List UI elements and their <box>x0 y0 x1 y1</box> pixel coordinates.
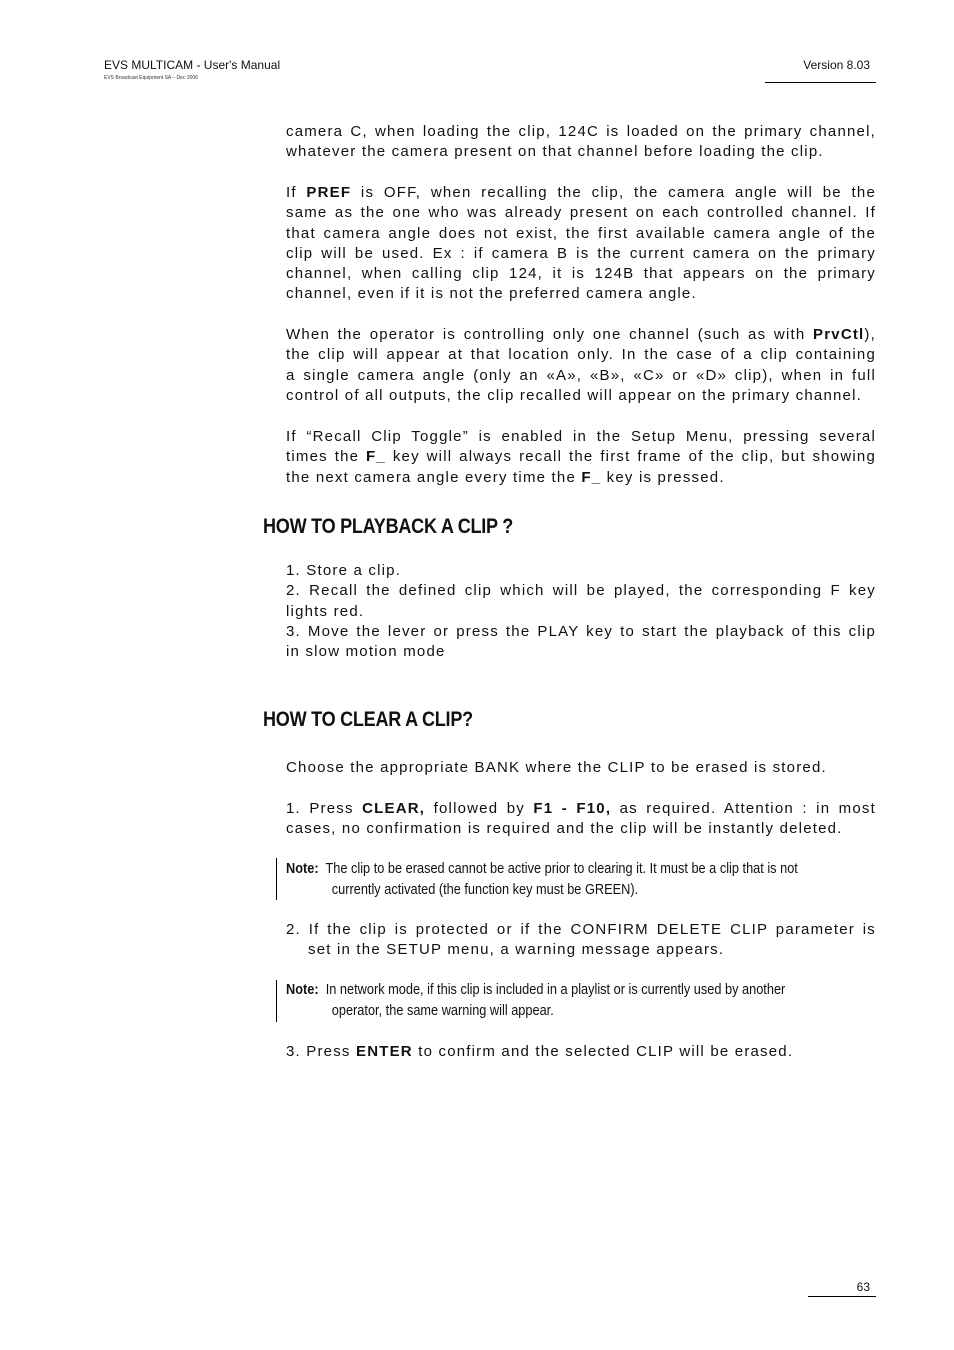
step-3-cont: in slow motion mode <box>286 643 446 661</box>
text-line <box>286 799 876 819</box>
text-line: If “Recall Clip Toggle” is enabled in the Setup Menu, pressing several <box>286 428 876 445</box>
text-run: 3. Press <box>286 1043 356 1060</box>
text-line: clip will be used. Ex : if camera B is the current camera on the primary <box>286 244 876 262</box>
keyword-f-key: F_ <box>366 448 386 466</box>
header-subtitle: EVS Broadcast Equipment SA – Dec 2006 <box>104 75 198 81</box>
note-label: Note: <box>286 982 319 998</box>
note-bar <box>276 858 277 900</box>
note-line: currently activated (the function key must be GREEN). <box>331 881 639 898</box>
note-line <box>286 859 814 880</box>
text-line: cases, no confirmation is required and the clip will be instantly deleted. <box>286 820 843 838</box>
text-run: the next camera angle every time the <box>286 468 582 486</box>
text-line: whatever the camera present on that channel before loading the clip. <box>286 143 824 161</box>
text-run: key will always recall the first frame of the clip, but showing <box>385 448 876 466</box>
keyword-enter: ENTER <box>356 1043 413 1060</box>
text-line <box>286 1042 876 1062</box>
text-line: 2. If the clip is protected or if the CONFIRM DELETE CLIP parameter is <box>286 921 876 938</box>
text-run: 1. Press <box>286 800 363 817</box>
keyword-f-key: F_ <box>581 468 602 486</box>
text-run: ), <box>864 326 876 343</box>
text-line: same as the one who was already present on each controlled channel. If <box>286 204 876 222</box>
note-text: The clip to be erased cannot be active prior to clearing it. It must be a clip that is not <box>325 861 798 877</box>
playback-steps <box>286 561 876 662</box>
text-run: as required. Attention : in most <box>611 800 876 817</box>
section-heading-clear: HOW TO CLEAR A CLIP? <box>263 708 473 731</box>
note-1 <box>286 859 814 900</box>
page-number: 63 <box>856 1280 870 1294</box>
text-line: control of all outputs, the clip recalled will appear on the primary channel. <box>286 386 862 404</box>
text-line <box>286 447 876 467</box>
text-run: If <box>286 184 307 201</box>
footer-rule <box>808 1296 876 1297</box>
text-line <box>286 183 876 203</box>
note-line: operator, the same warning will appear. <box>331 1002 554 1019</box>
step-3: 3. Move the lever or press the PLAY key to start the playback of this clip <box>286 622 876 640</box>
text-line: set in the SETUP menu, a warning message appears. <box>308 941 725 959</box>
text-line <box>286 325 876 345</box>
intro-paragraph-3 <box>286 325 876 406</box>
text-run: to confirm and the selected CLIP will be erased. <box>412 1043 794 1060</box>
header-version: Version 8.03 <box>803 58 870 72</box>
text-line: a single camera angle (only an «A», «B», «C» or «D» clip), when in full <box>286 366 876 384</box>
header-rule <box>765 82 876 83</box>
header-title: EVS MULTICAM - User's Manual <box>104 58 281 72</box>
note-text: In network mode, if this clip is included in a playlist or is currently used by another <box>325 982 786 998</box>
intro-paragraph-1 <box>286 122 876 163</box>
intro-paragraph-4 <box>286 427 876 488</box>
keyword-f1-f10: F1 - F10, <box>533 800 612 817</box>
text-run: key is pressed. <box>601 468 725 486</box>
text-run: times the <box>286 448 367 466</box>
note-bar <box>276 980 277 1022</box>
step-2: 2. Recall the defined clip which will be played, the corresponding F key <box>286 582 876 600</box>
note-line <box>286 980 814 1001</box>
text-line: channel, even if it is not the preferred camera angle. <box>286 285 697 303</box>
keyword-prvctl: PrvCtl <box>813 326 865 343</box>
text-run: followed by <box>425 800 534 817</box>
text-line: channel, when calling clip 124, it is 124B that appears on the primary <box>286 265 876 283</box>
text-run: When the operator is controlling only one channel (such as with <box>286 326 814 343</box>
text-line: the clip will appear at that location only. In the case of a clip containing <box>286 346 876 364</box>
section-heading-playback: HOW TO PLAYBACK A CLIP ? <box>263 515 514 538</box>
intro-paragraph-2 <box>286 183 876 305</box>
clear-step-2 <box>286 920 876 961</box>
note-label: Note: <box>286 861 319 877</box>
text-line: camera C, when loading the clip, 124C is loaded on the primary channel, <box>286 123 876 140</box>
clear-step-3 <box>286 1042 876 1062</box>
note-2 <box>286 980 814 1021</box>
step-1: 1. Store a clip. <box>286 562 402 579</box>
clear-intro <box>286 758 876 778</box>
keyword-pref: PREF <box>306 184 352 201</box>
text-line: that camera angle does not exist, the first available camera angle of the <box>286 224 876 242</box>
clear-step-1 <box>286 799 876 840</box>
step-2-cont: lights red. <box>286 602 365 620</box>
text-line: Choose the appropriate BANK where the CLIP to be erased is stored. <box>286 759 827 776</box>
keyword-clear: CLEAR, <box>362 800 426 817</box>
text-run: is OFF, when recalling the clip, the camera angle will be the <box>351 184 876 201</box>
text-line <box>286 468 876 488</box>
